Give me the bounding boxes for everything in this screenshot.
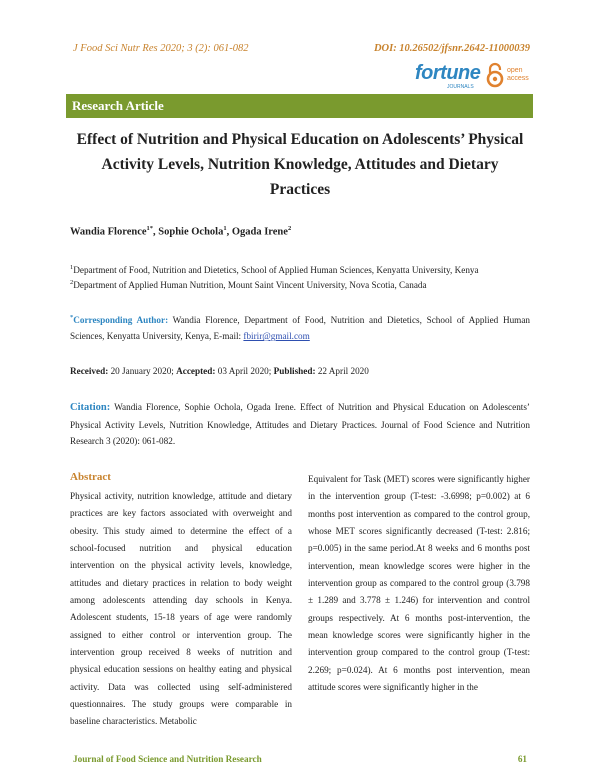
abstract-heading: Abstract	[70, 471, 111, 483]
corresponding-text: Wandia Florence, Department of Food, Nutrition and Dietetics, School of Applied Human Sciences, Kenyatta University, Kenya, E-mail:	[70, 315, 531, 342]
abstract-column-right	[308, 471, 530, 696]
citation-text: Wandia Florence, Sophie Ochola, Ogada Irene. Effect of Nutrition and Physical Education on Adolescents’ Physical Activity Levels, Nutrition Knowledge, Attitudes and Dietary Practices. Journal of Food Science and Nutrition Research 3 (2020): 061-082.	[70, 402, 530, 446]
accepted-label: Accepted:	[176, 366, 216, 376]
email-link[interactable]: fbirir@gmail.com	[243, 331, 310, 342]
abstract-text: Physical activity, nutrition knowledge, attitude and dietary practices are key factors associated with overweight and obesity. This study aimed to determine the effect of a school-focused nutrition and physical education intervention on the physical activity levels, knowledge, attitudes and dietary practices in relation to body weight among adolescents attending day schools in Kenya. Adolescent students, 15-18 years of age were randomly assigned to either control or intervention group. The intervention group received 8 weeks of nutrition and physical education sessions on healthy eating and physical activity. Data was collected using self-administered questionnaires. The study groups were comparable in baseline characteristics. Metabolic	[70, 491, 292, 727]
article-type-label: Research Article	[72, 98, 164, 113]
logo-sub: JOURNALS	[447, 84, 474, 90]
paper-title: Effect of Nutrition and Physical Education on Adolescents’ Physical Activity Levels, Nutrition Knowledge, Attitudes and Dietary Practices	[76, 131, 524, 198]
author-affiliation-mark: 2	[287, 225, 292, 232]
abstract-text: Equivalent for Task (MET) scores were significantly higher in the intervention group (T-test: -3.6998; p=0.002) at 6 months post intervention as compared to the control group, whose MET scores significantly decreased (T-test: 2.816; p=0.005) in the same period.At 8 weeks and 6 months post intervention, mean knowledge scores were higher in the intervention group as compared to the control group (3.798 ± 1.289 and 3.778 ± 1.246) for intervention and control groups respectively. At 6 months post-intervention, the mean knowledge scores were significantly higher in the intervention group compared to the control group (T-test: 2.269; p=0.024). At 6 months post intervention, mean attitude scores were significantly higher in the	[308, 474, 530, 693]
logo-brand: fortune	[415, 62, 481, 84]
publisher-logo	[415, 62, 535, 92]
author-name: Wandia Florence	[70, 226, 147, 238]
abstract-column-left	[70, 488, 292, 731]
citation	[70, 399, 530, 450]
open-access-label: open access	[507, 67, 529, 82]
published-date: 22 April 2020	[315, 366, 369, 376]
published-label: Published:	[273, 366, 316, 376]
received-label: Received:	[70, 366, 109, 376]
received-date: 20 January 2020;	[108, 366, 177, 376]
author-name: Sophie Ochola	[158, 226, 224, 238]
page-number: 61	[517, 754, 527, 764]
footer-journal-name: Journal of Food Science and Nutrition Research	[73, 754, 262, 764]
corresponding-mark: *	[70, 314, 74, 321]
affiliation-number: 2	[70, 279, 74, 286]
affiliation-text: Department of Food, Nutrition and Dietetics, School of Applied Human Sciences, Kenyatta University, Kenya	[73, 265, 479, 276]
affiliation	[70, 279, 427, 290]
author-affiliation-mark: 1	[223, 225, 227, 232]
affiliation-text: Department of Applied Human Nutrition, Mount Saint Vincent University, Nova Scotia, Canada	[73, 280, 427, 291]
author-name: Ogada Irene	[231, 226, 288, 238]
author-list: Wandia Florence$^{1*}$, Sophie Ochola$^1$, Ogada Irene$^2$	[70, 225, 292, 238]
publication-dates	[70, 366, 369, 376]
affiliation	[70, 264, 479, 275]
corresponding-author	[70, 310, 530, 344]
doi[interactable]: DOI: 10.26502/jfsnr.2642-11000039	[373, 43, 530, 54]
journal-reference: J Food Sci Nutr Res 2020; 3 (2): 061-082	[73, 43, 249, 54]
author-affiliation-mark: 1*	[146, 225, 154, 232]
accepted-date: 03 April 2020;	[215, 366, 274, 376]
corresponding-label: Corresponding Author:	[73, 315, 169, 326]
article-type-banner	[66, 94, 533, 118]
open-access-icon	[485, 62, 505, 88]
citation-label: Citation:	[70, 402, 111, 413]
affiliation-number: 1	[70, 264, 74, 271]
